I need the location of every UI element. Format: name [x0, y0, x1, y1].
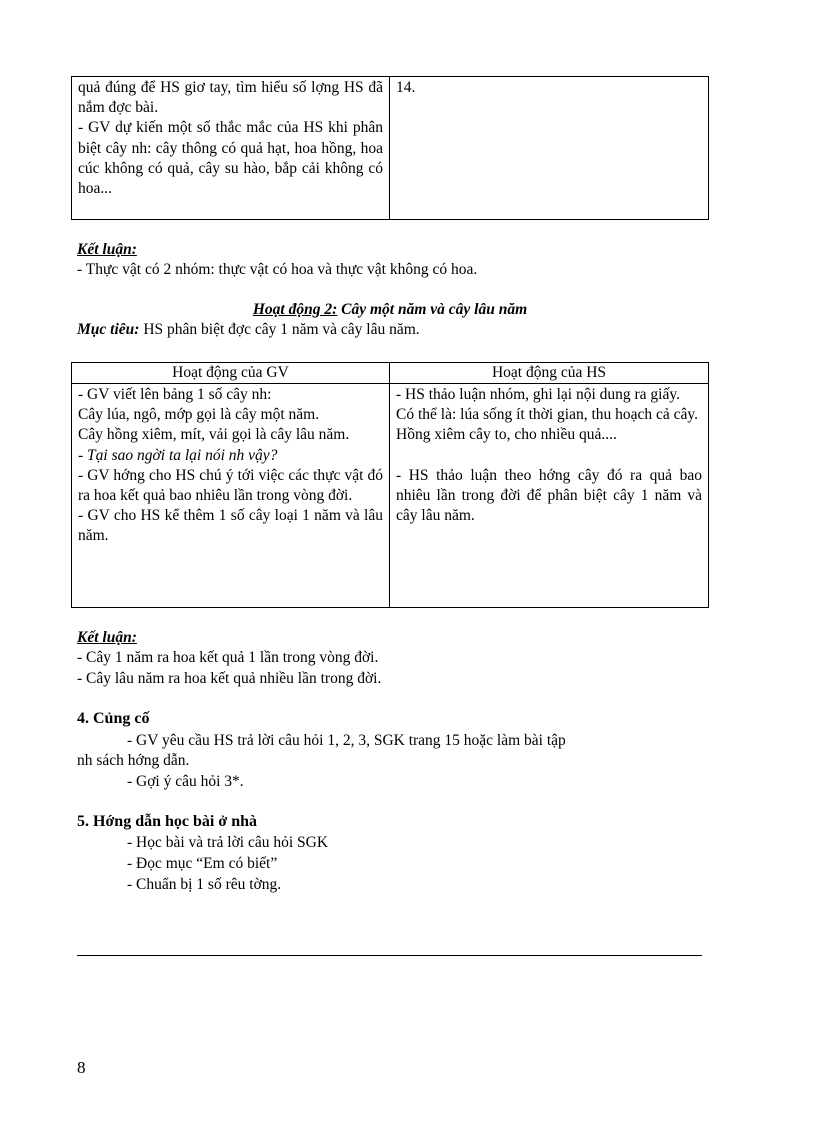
cell-paragraph: - GV hớng cho HS chú ý tới việc các thực vật đó ra hoa kết quả bao nhiêu lần trong vòng đời. — [78, 466, 383, 505]
conclusion-label: Kết luận: — [77, 241, 137, 258]
section-5-item: - Chuẩn bị 1 số rêu tờng. — [127, 876, 282, 893]
conclusion-label: Kết luận: — [77, 629, 137, 646]
column-header-gv: Hoạt động của GV — [72, 363, 390, 384]
cell-paragraph: - GV dự kiến một số thắc mắc của HS khi phân biệt cây nh: cây thông có quả hạt, hoa hồng, hoa cúc không có quả, cây su hào, bắp cải không có hoa... — [78, 119, 383, 198]
objective-line: Mục tiêu: HS phân biệt đợc cây 1 năm và cây lâu năm. — [77, 321, 420, 338]
continued-table — [71, 76, 709, 220]
cell-paragraph: - HS thảo luận theo hớng cây đó ra quả bao nhiêu lần trong đời để phân biệt cây 1 năm và cây lâu năm. — [396, 466, 702, 525]
cell-paragraph: quả đúng để HS giơ tay, tìm hiểu số lợng HS đã nắm đợc bài. — [78, 79, 383, 117]
cell-paragraph: Hồng xiêm cây to, cho nhiều quả.... — [396, 426, 617, 444]
cell-paragraph: - HS thảo luận nhóm, ghi lại nội dung ra giấy. — [396, 386, 680, 403]
section-4-title: 4. Củng cố — [77, 710, 150, 727]
cell-paragraph: - GV viết lên bảng 1 số cây nh: — [78, 386, 272, 403]
gv-activity-cell — [72, 384, 390, 608]
cell-paragraph: Có thể là: lúa sống ít thời gian, thu hoạch cả cây. — [396, 406, 699, 424]
table-header-row — [72, 363, 709, 384]
table-row — [72, 77, 709, 220]
conclusion-line: - Cây lâu năm ra hoa kết quả nhiều lần trong đời. — [77, 670, 382, 687]
cell-paragraph: Cây lúa, ngô, mớp gọi là cây một năm. — [78, 406, 320, 424]
section-5-item: - Đọc mục “Em có biết” — [127, 855, 278, 872]
section-5-item: - Học bài và trả lời câu hỏi SGK — [127, 834, 329, 851]
activity-table — [71, 362, 709, 608]
column-header-hs: Hoạt động của HS — [390, 363, 709, 384]
cell-paragraph: - GV cho HS kể thêm 1 số cây loại 1 năm và lâu năm. — [78, 507, 383, 545]
hs-activity-cell: 14. — [390, 77, 709, 220]
table-row — [72, 384, 709, 608]
section-4-line: nh sách hớng dẫn. — [77, 752, 190, 769]
hs-activity-cell — [390, 384, 709, 608]
section-4-line: - Gợi ý câu hỏi 3*. — [127, 773, 244, 790]
footer-divider — [77, 955, 702, 956]
section-5-title: 5. Hớng dẫn học bài ở nhà — [77, 813, 257, 830]
section-4-line: - GV yêu cầu HS trả lời câu hỏi 1, 2, 3, SGK trang 15 hoặc làm bài tập — [127, 732, 566, 749]
conclusion-line: - Cây 1 năm ra hoa kết quả 1 lần trong vòng đời. — [77, 649, 379, 666]
activity-title: Hoạt động 2: Cây một năm và cây lâu năm — [252, 301, 528, 318]
conclusion-text: - Thực vật có 2 nhóm: thực vật có hoa và thực vật không có hoa. — [77, 261, 478, 278]
cell-question: - Tại sao ngời ta lại nói nh vậy? — [78, 446, 278, 464]
gv-activity-cell — [72, 77, 390, 220]
cell-paragraph: Cây hồng xiêm, mít, vải gọi là cây lâu năm. — [78, 426, 350, 444]
page-number: 8 — [77, 1058, 86, 1077]
cell-spacer — [396, 446, 702, 466]
